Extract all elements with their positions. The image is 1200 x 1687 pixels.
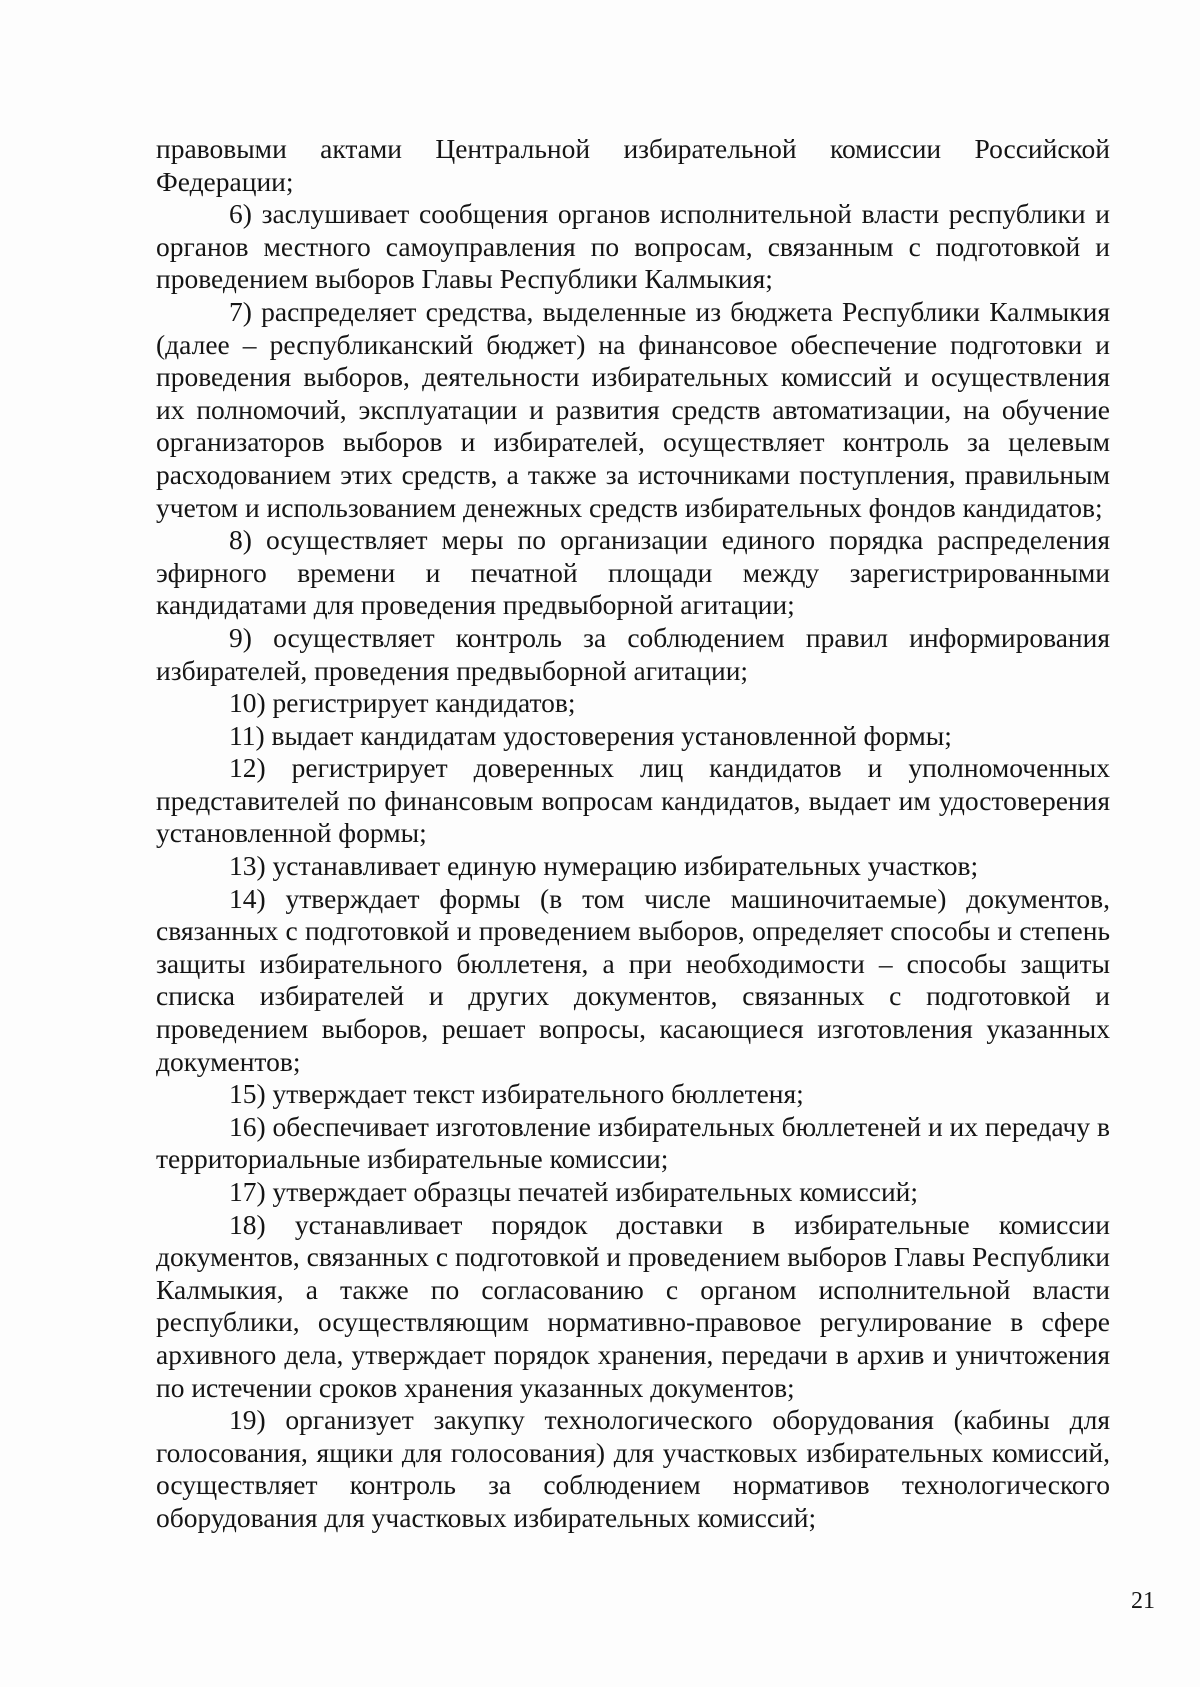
paragraph-item-15: 15) утверждает текст избирательного бюллетеня;	[229, 1078, 804, 1110]
paragraph-item-17: 17) утверждает образцы печатей избирательных комиссий;	[229, 1176, 919, 1207]
page-number: 21	[1131, 1588, 1155, 1614]
paragraph-item-7: 7) распределяет средства, выделенные из бюджета Республики Калмыкия (далее – республиканский бюджет) на финансовое обеспечение подготовки и проведения выборов, деятельности избирательных комиссий и осуществления их полномочий, эксплуатации и развития средств автоматизации, на обучение организаторов выборов и избирателей, осуществляет контроль за целевым расходованием этих средств, а также за источниками поступления, правильным учетом и использованием денежных средств избирательных фондов кандидатов;	[156, 295, 1110, 523]
paragraph-item-11: 11) выдает кандидатам удостоверения установленной формы;	[229, 719, 952, 751]
paragraph-item-16: 16) обеспечивает изготовление избирательных бюллетеней и их передачу в территориальные избирательные комиссии;	[156, 1110, 1110, 1175]
paragraph-continuation: правовыми актами Центральной избирательной комиссии Российской Федерации;	[156, 133, 1110, 197]
paragraph-item-8: 8) осуществляет меры по организации единого порядка распределения эфирного времени и печатной площади между зарегистрированными кандидатами для проведения предвыборной агитации;	[156, 524, 1110, 621]
paragraph-item-18: 18) устанавливает порядок доставки в избирательные комиссии документов, связанных с подготовкой и проведением выборов Главы Республики Калмыкия, а также по согласованию с органом исполнительной власти республики, осуществляющим нормативно-правовое регулирование в сфере архивного дела, утверждает порядок хранения, передачи в архив и уничтожения по истечении сроков хранения указанных документов;	[156, 1208, 1110, 1403]
paragraph-item-14: 14) утверждает формы (в том числе машиночитаемые) документов, связанных с подготовкой и проведением выборов, определяет способы и степень защиты избирательного бюллетеня, а при необходимости – способы защиты списка избирателей и других документов, связанных с подготовкой и проведением выборов, решает вопросы, касающиеся изготовления указанных документов;	[156, 882, 1110, 1077]
paragraph-item-13: 13) устанавливает единую нумерацию избирательных участков;	[229, 850, 979, 882]
paragraph-item-19: 19) организует закупку технологического оборудования (кабины для голосования, ящики для голосования) для участковых избирательных комиссий, осуществляет контроль за соблюдением нормативов технологического оборудования для участковых избирательных комиссий;	[156, 1404, 1110, 1533]
paragraph-item-12: 12) регистрирует доверенных лиц кандидатов и уполномоченных представителей по финансовым вопросам кандидатов, выдает им удостоверения установленной формы;	[156, 752, 1110, 849]
paragraph-item-9: 9) осуществляет контроль за соблюдением правил информирования избирателей, проведения предвыборной агитации;	[156, 621, 1110, 686]
paragraph-item-6: 6) заслушивает сообщения органов исполнительной власти республики и органов местного самоуправления по вопросам, связанным с подготовкой и проведением выборов Главы Республики Калмыкия;	[156, 198, 1110, 295]
document-body	[156, 133, 1110, 1535]
paragraph-item-10: 10) регистрирует кандидатов;	[229, 687, 576, 719]
